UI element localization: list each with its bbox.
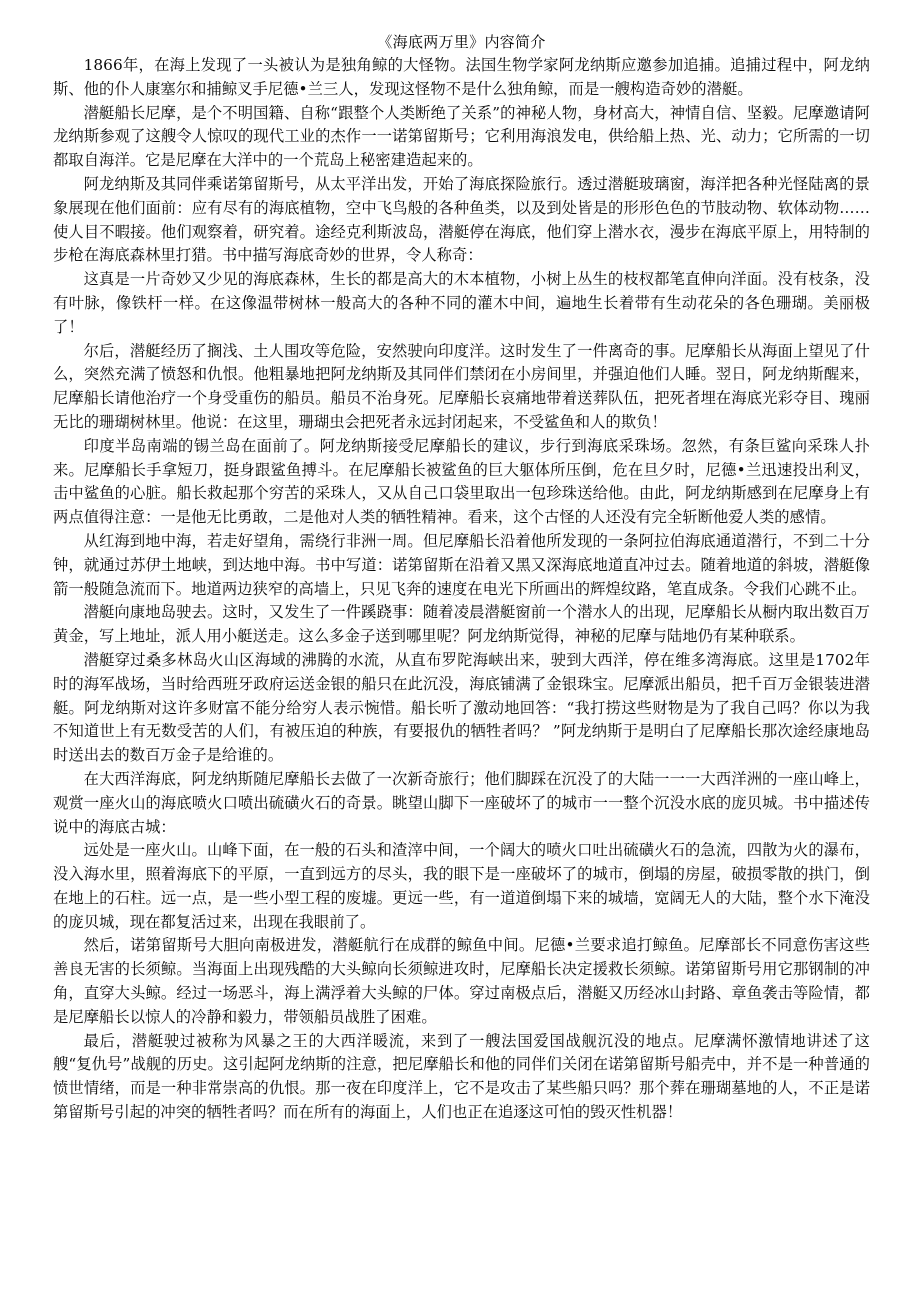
paragraph: 印度半岛南端的锡兰岛在面前了。阿龙纳斯接受尼摩船长的建议，步行到海底采珠场。忽然，有条巨鲨向采珠人扑来。尼摩船长手拿短刀，挺身跟鲨鱼搏斗。在尼摩船长被鲨鱼的巨大躯体所压倒，危在旦夕时，尼德•兰迅速投出利叉，击中鲨鱼的心脏。船长救起那个穷苦的采珠人，又从自己口袋里取出一包珍珠送给他。由此，阿龙纳斯感到在尼摩身上有两点值得注意：一是他无比勇敢，二是他对人类的牺牲精神。看来，这个古怪的人还没有完全斩断他爱人类的感情。 [53, 436, 870, 527]
paragraph: 尔后，潜艇经历了搁浅、土人围攻等危险，安然驶向印度洋。这时发生了一件离奇的事。尼摩船长从海面上望见了什么，突然充满了愤怒和仇恨。他粗暴地把阿龙纳斯及其同伴们禁闭在小房间里，并强迫他们人睡。翌日，阿龙纳斯醒来，尼摩船长请他治疗一个身受重伤的船员。船员不治身死。尼摩船长哀痛地带着送葬队伍，把死者埋在海底光彩夺目、瑰丽无比的珊瑚树林里。他说：在这里，珊瑚虫会把死者永远封闭起来，不受鲨鱼和人的欺负！ [53, 341, 870, 431]
paragraph: 潜艇船长尼摩，是个不明国籍、自称“跟整个人类断绝了关系”的神秘人物，身材高大，神情自信、坚毅。尼摩邀请阿龙纳斯参观了这艘令人惊叹的现代工业的杰作一一诺第留斯号；它利用海浪发电，供给船上热、光、动力；它所需的一切都取自海洋。它是尼摩在大洋中的一个荒岛上秘密建造起来的。 [53, 103, 870, 170]
paragraph: 远处是一座火山。山峰下面，在一般的石头和渣滓中间，一个阔大的喷火口吐出硫磺火石的急流，四散为火的瀑布，没入海水里，照着海底下的平原，一直到远方的尽头，我的眼下是一座破坏了的城市，倒塌的房屋，破损零散的拱门，倒在地上的石柱。远一点，是一些小型工程的废墟。更远一些，有一道道倒塌下来的城墙，宽阔无人的大陆，整个水下淹没的庞贝城，现在都复活过来，出现在我眼前了。 [53, 841, 870, 931]
paragraph: 从红海到地中海，若走好望角，需绕行非洲一周。但尼摩船长沿着他所发现的一条阿拉伯海底通道潜行，不到二十分钟，就通过苏伊土地峡，到达地中海。书中写道：诺第留斯在沿着又黑又深海底地道直冲过去。随着地道的斜坡，潜艇像箭一般随急流而下。地道两边狭窄的高墙上，只见飞奔的速度在电光下所画出的辉煌纹路，笔直成条。令我们心跳不止。 [53, 531, 870, 598]
paragraph: 阿龙纳斯及其同伴乘诺第留斯号，从太平洋出发，开始了海底探险旅行。透过潜艇玻璃窗，海洋把各种光怪陆离的景象展现在他们面前：应有尽有的海底植物，空中飞鸟般的各种鱼类，以及到处皆是的形形色色的节肢动物、软体动物……使人目不暇接。他们观察着，研究着。途经克利斯波岛，潜艇停在海底，他们穿上潜水衣，漫步在海底平原上，用特制的步枪在海底森林里打猎。书中描写海底奇妙的世界，令人称奇： [53, 174, 870, 265]
paragraph: 潜艇向康地岛驶去。这时，又发生了一件蹊跷事：随着凌晨潜艇窗前一个潜水人的出现，尼摩船长从橱内取出数百万黄金，写上地址，派人用小艇送走。这么多金子送到哪里呢？阿龙纳斯觉得，神秘的尼摩与陆地仍有某种联系。 [53, 603, 870, 646]
page-title: 《海底两万里》内容简介 [377, 33, 546, 51]
paragraph: 潜艇穿过桑多林岛火山区海域的沸腾的水流，从直布罗陀海峡出来，驶到大西洋，停在维多湾海底。这里是1702年时的海军战场，当时给西班牙政府运送金银的船只在此沉没，海底铺满了金银珠宝。尼摩派出船员，把千百万金银装进潜艇。阿龙纳斯对这许多财富不能分给穷人表示惋惜。船长听了激动地回答：“我打捞这些财物是为了我自己吗？你以为我不知道世上有无数受苦的人们，有被压迫的种族，有要报仇的牺牲者吗？ ”阿龙纳斯于是明白了尼摩船长那次途经康地岛时送出去的数百万金子是给谁的。 [53, 650, 870, 765]
document-body [53, 54, 870, 1125]
paragraph: 在大西洋海底，阿龙纳斯随尼摩船长去做了一次新奇旅行；他们脚踩在沉没了的大陆一一一大西洋洲的一座山峰上，观赏一座火山的海底喷火口喷出硫磺火石的奇景。眺望山脚下一座破坏了的城市一一整个沉没水底的庞贝城。书中描述传说中的海底古城： [53, 769, 870, 836]
paragraph: 最后，潜艇驶过被称为风暴之王的大西洋暖流，来到了一艘法国爱国战舰沉没的地点。尼摩满怀激情地讲述了这艘“复仇号”战舰的历史。这引起阿龙纳斯的注意，把尼摩船长和他的同伴们关闭在诺第留斯号船壳中，并不是一种普通的愤世情绪，而是一种非常崇高的仇恨。那一夜在印度洋上，它不是攻击了某些船只吗？那个葬在珊瑚墓地的人，不正是诺第留斯号引起的冲突的牺牲者吗？而在所有的海面上，人们也正在追逐这可怕的毁灭性机器！ [53, 1031, 870, 1122]
paragraph: 这真是一片奇妙又少见的海底森林，生长的都是高大的木本植物，小树上丛生的枝杈都笔直伸向洋面。没有枝条，没有叶脉，像铁杆一样。在这像温带树林一般高大的各种不同的灌木中间，遍地生长着带有生动花朵的各色珊瑚。美丽极了！ [53, 270, 870, 336]
paragraph: 1866年，在海上发现了一头被认为是独角鲸的大怪物。法国生物学家阿龙纳斯应邀参加追捕。追捕过程中，阿龙纳斯、他的仆人康塞尔和捕鲸叉手尼德•兰三人，发现这怪物不是什么独角鲸，而是一艘构造奇妙的潜艇。 [53, 56, 870, 98]
paragraph: 然后，诺第留斯号大胆向南极进发，潜艇航行在成群的鲸鱼中间。尼德•兰要求追打鲸鱼。尼摩部长不同意伤害这些善良无害的长须鲸。当海面上出现残酷的大头鲸向长须鲸进攻时，尼摩船长决定援救长须鲸。诺第留斯号用它那钢制的冲角，直穿大头鲸。经过一场恶斗，海上满浮着大头鲸的尸体。穿过南极点后，潜艇又历经冰山封路、章鱼袭击等险情，都是尼摩船长以惊人的冷静和毅力，带领船员战胜了困难。 [53, 936, 870, 1026]
